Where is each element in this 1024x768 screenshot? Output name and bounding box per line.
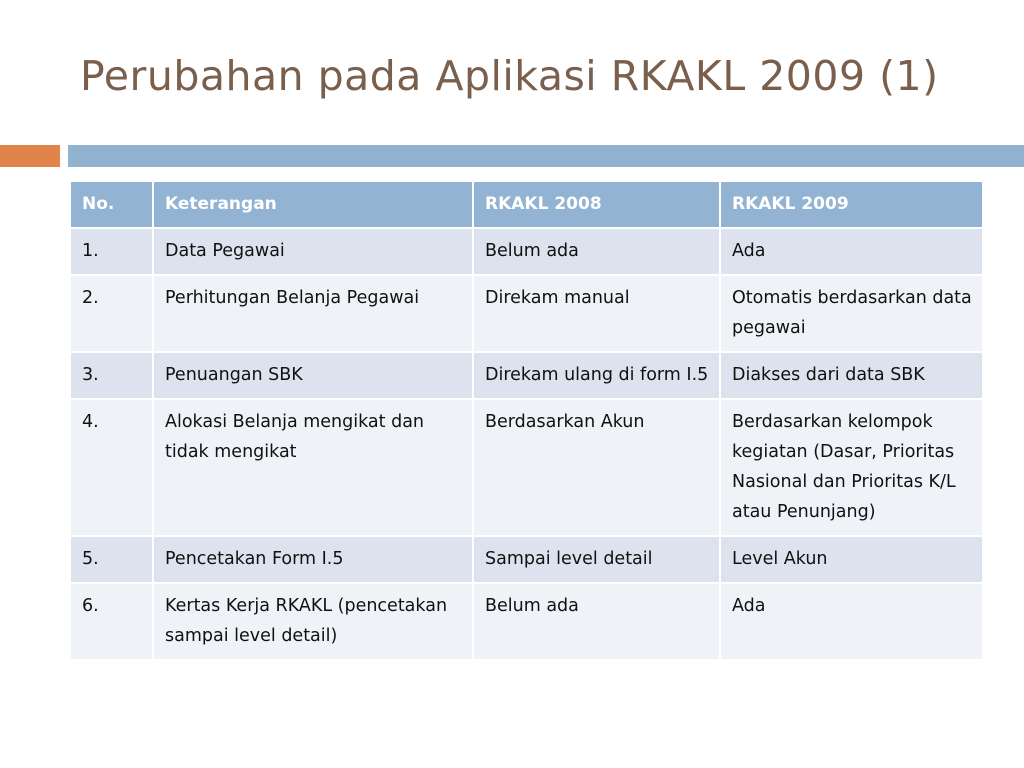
cell-no: 3. <box>70 352 153 399</box>
cell-keterangan: Data Pegawai <box>153 228 473 275</box>
table-row <box>70 228 983 275</box>
cell-no: 5. <box>70 536 153 583</box>
table-row <box>70 583 983 660</box>
cell-rkakl-2008: Belum ada <box>473 228 720 275</box>
cell-rkakl-2009: Ada <box>720 228 983 275</box>
cell-rkakl-2009: Diakses dari data SBK <box>720 352 983 399</box>
cell-rkakl-2008: Berdasarkan Akun <box>473 399 720 536</box>
cell-keterangan: Perhitungan Belanja Pegawai <box>153 275 473 352</box>
cell-no: 1. <box>70 228 153 275</box>
cell-no: 4. <box>70 399 153 536</box>
cell-rkakl-2009: Otomatis berdasarkan data pegawai <box>720 275 983 352</box>
cell-keterangan: Penuangan SBK <box>153 352 473 399</box>
accent-bar-blue <box>68 145 1024 167</box>
cell-keterangan: Pencetakan Form I.5 <box>153 536 473 583</box>
cell-rkakl-2008: Direkam ulang di form I.5 <box>473 352 720 399</box>
comparison-table <box>69 180 984 661</box>
cell-rkakl-2008: Belum ada <box>473 583 720 660</box>
table-row <box>70 352 983 399</box>
cell-no: 6. <box>70 583 153 660</box>
header-rkakl-2009: RKAKL 2009 <box>720 181 983 228</box>
cell-rkakl-2008: Sampai level detail <box>473 536 720 583</box>
cell-keterangan: Kertas Kerja RKAKL (pencetakan sampai level detail) <box>153 583 473 660</box>
table-row <box>70 275 983 352</box>
header-no: No. <box>70 181 153 228</box>
table-row <box>70 399 983 536</box>
accent-bar-orange <box>0 145 60 167</box>
header-keterangan: Keterangan <box>153 181 473 228</box>
cell-keterangan: Alokasi Belanja mengikat dan tidak mengikat <box>153 399 473 536</box>
cell-rkakl-2009: Ada <box>720 583 983 660</box>
cell-no: 2. <box>70 275 153 352</box>
table-row <box>70 536 983 583</box>
cell-rkakl-2008: Direkam manual <box>473 275 720 352</box>
slide-title: Perubahan pada Aplikasi RKAKL 2009 (1) <box>80 52 939 100</box>
table-header-row <box>70 181 983 228</box>
cell-rkakl-2009: Level Akun <box>720 536 983 583</box>
cell-rkakl-2009: Berdasarkan kelompok kegiatan (Dasar, Prioritas Nasional dan Prioritas K/L atau Penunjang) <box>720 399 983 536</box>
header-rkakl-2008: RKAKL 2008 <box>473 181 720 228</box>
